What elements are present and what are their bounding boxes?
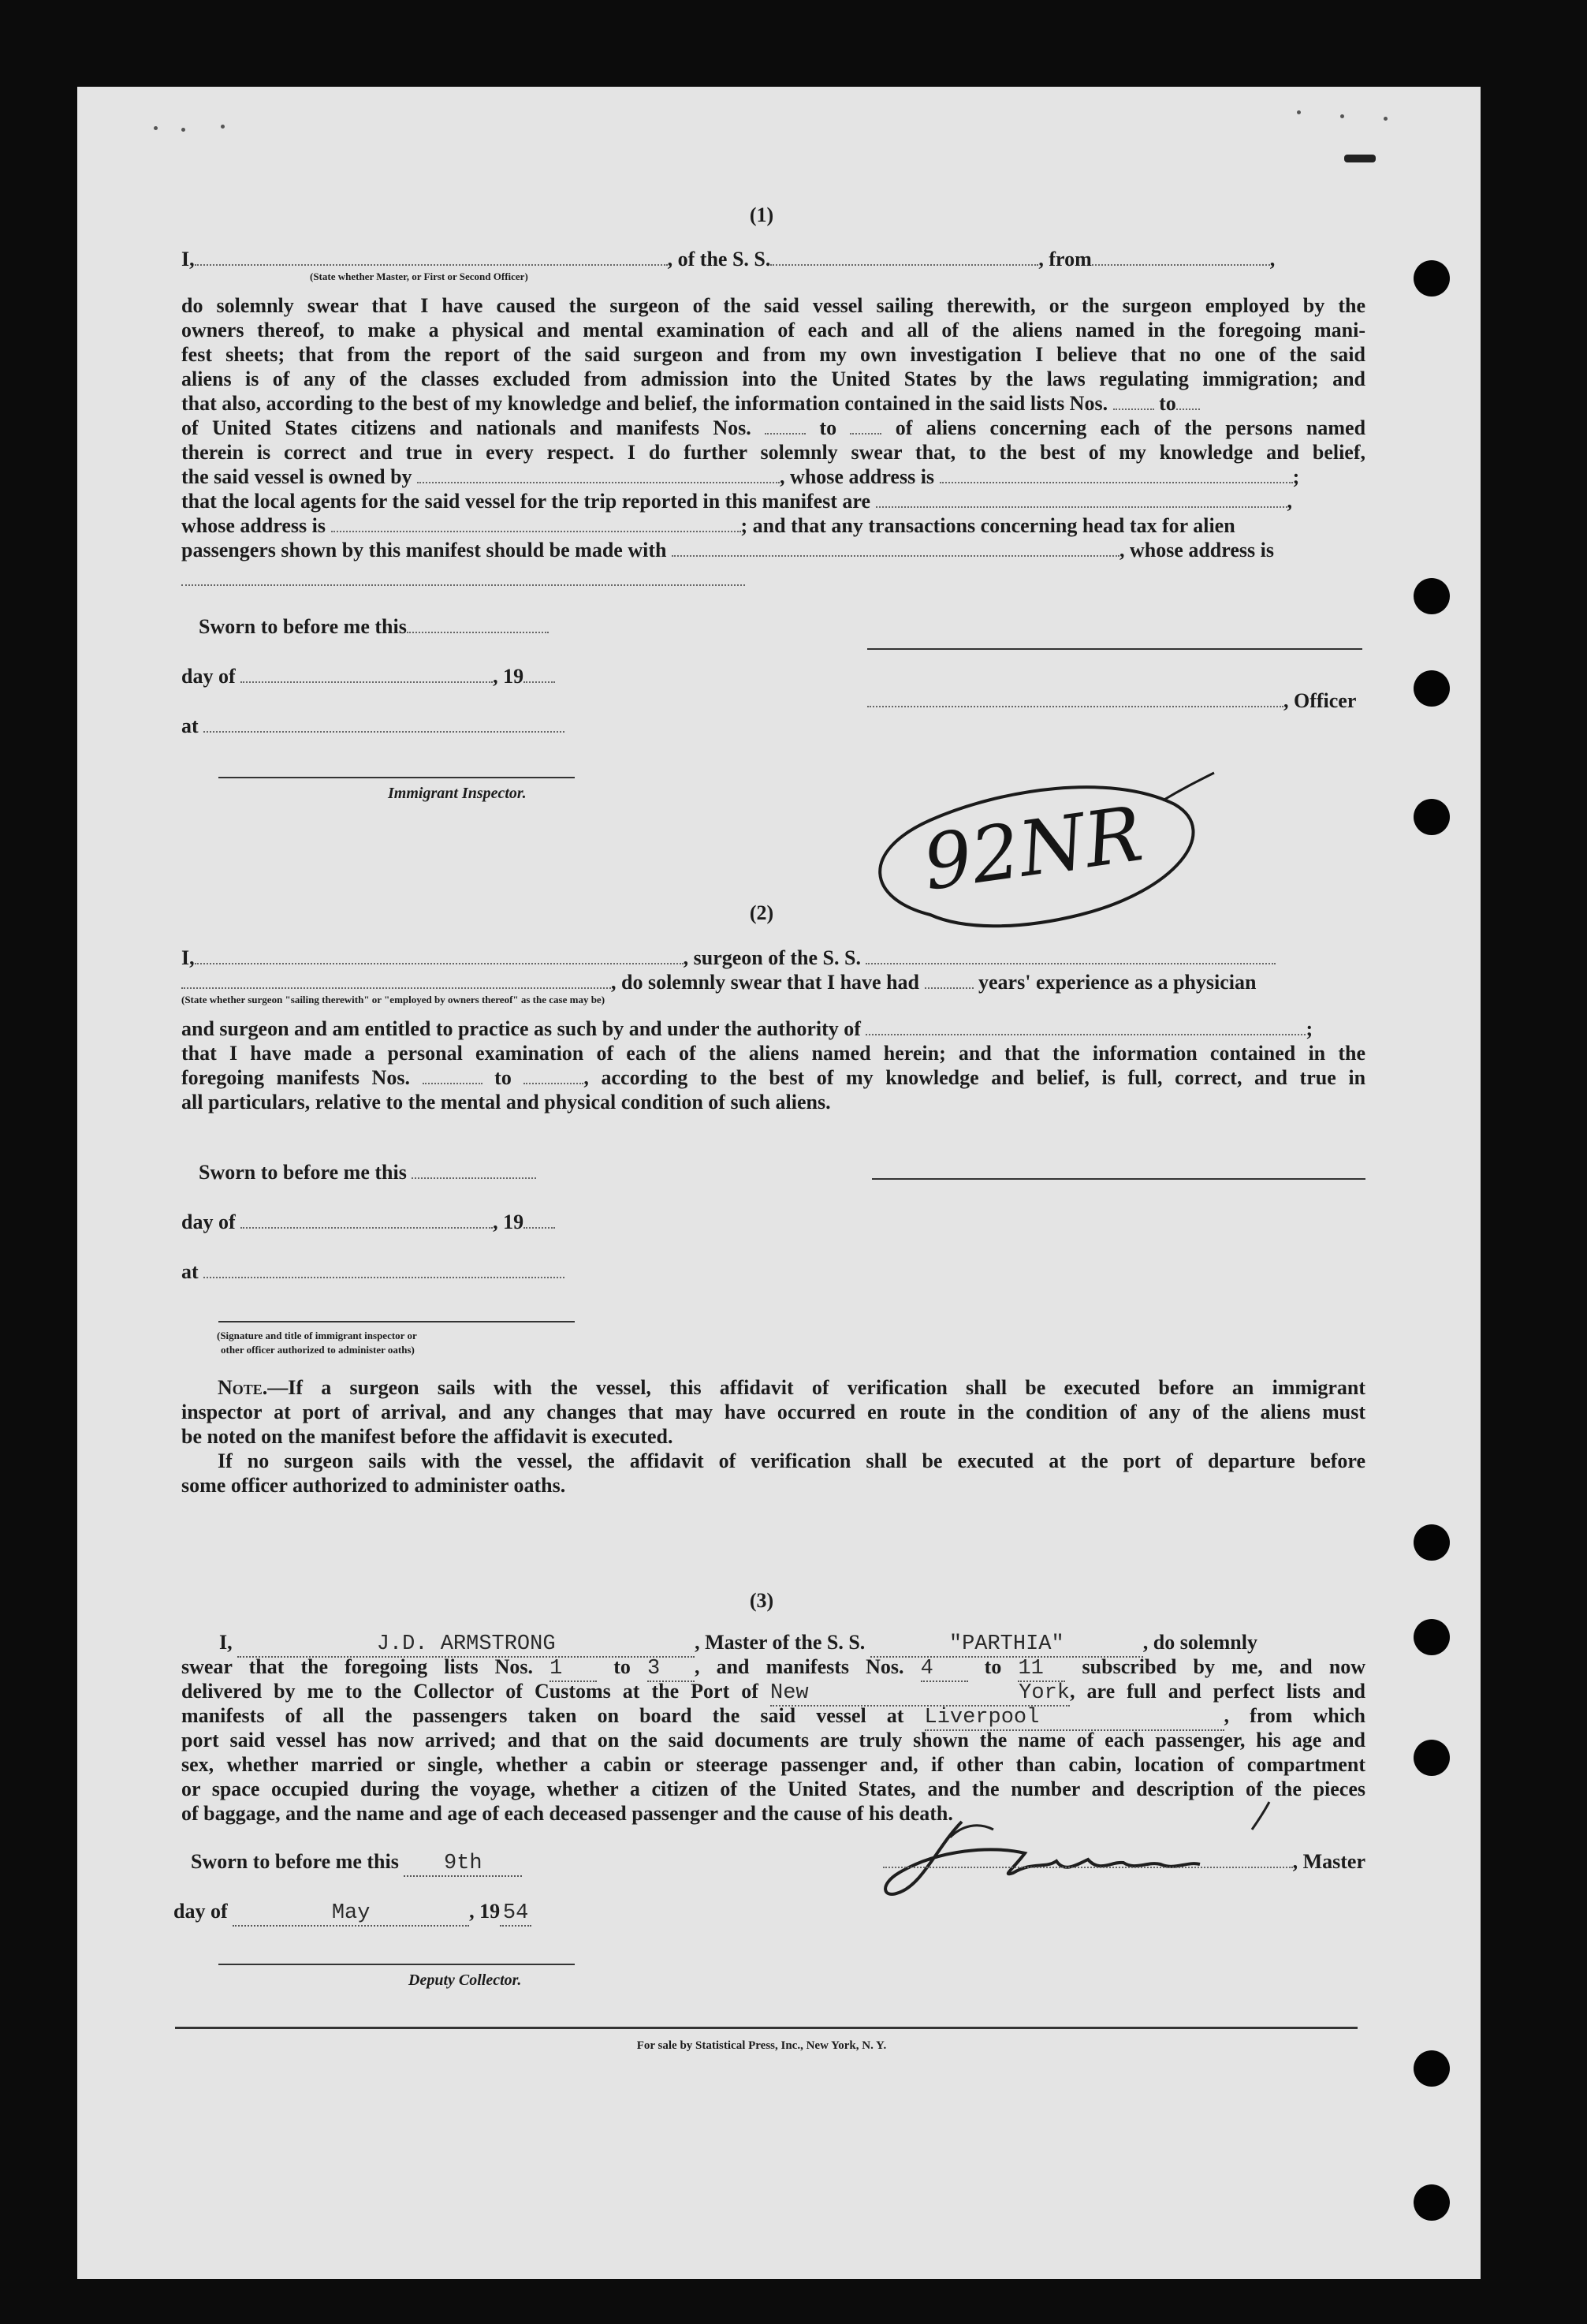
section-3-line-3: delivered by me to the Collector of Customs at the Port of New York, are full and perfect lists and [181,1680,1366,1705]
section-3-sworn: Sworn to before me this 9th [191,1850,743,1877]
binder-hole [1414,578,1450,614]
binder-hole [1414,1524,1450,1561]
month-field: May [233,1901,469,1927]
section-1-at: at [181,714,733,738]
section-1-citizens-line: of United States citizens and nationals and manifests Nos. to of aliens concerning each of the persons named [181,416,1366,439]
note-line-1: Note.—If a surgeon sails with the vessel, this affidavit of verification shall be executed before an immigrant [218,1376,1365,1399]
section-1-number: (1) [749,203,774,226]
officer-signature-line: , Officer [867,689,1365,713]
section-2-line-6: all particulars, relative to the mental and physical condition of such aliens. [181,1091,831,1114]
note-line-4: If no surgeon sails with the vessel, the affidavit of verification shall be executed at the port of departure before [218,1449,1365,1472]
lists-to-field: 3 [647,1657,695,1682]
manifests-from-field: 4 [921,1657,968,1682]
immigrant-inspector-label: Immigrant Inspector. [388,785,527,802]
binder-hole [1414,799,1450,835]
section-3-line-1: I, J.D. ARMSTRONG , Master of the S. S. "PARTHIA" , do solemnly [219,1631,1257,1656]
binder-hole [1414,2050,1450,2087]
officer-note: (State whether Master, or First or Second Officer) [310,270,528,282]
master-signature-line: , Master [872,1850,1365,1874]
section-3-line-8: of baggage, and the name and age of each deceased passenger and the cause of his death. [181,1802,953,1825]
section-1-owned-line: the said vessel is owned by , whose address is ; [181,465,1300,488]
section-1-text-2: owners thereof, to make a physical and mental examination of each and all of the aliens named in the foregoing mani- [181,319,1365,341]
section-2-number: (2) [749,901,774,924]
section-3-line-6: sex, whether married or single, whether a cabin or steerage passenger and, if other than cabin, location of compartment [181,1753,1365,1776]
section-1-line-1: I, , of the S. S. , from , [181,248,1276,270]
port-field: New York [770,1681,1070,1705]
section-2-line-1: I, , surgeon of the S. S. [181,946,1365,970]
section-1-text-4: aliens is of any of the classes excluded from admission into the United States by the laws regulating immigration; and [181,367,1365,390]
note-line-5: some officer authorized to administer oaths. [181,1474,566,1497]
lists-from-field: 1 [549,1657,597,1682]
signature-note-2: other officer authorized to administer oaths) [221,1344,415,1356]
manifests-to-field: 11 [1018,1657,1065,1682]
handwritten-stamp: 92NR [844,757,1222,938]
note-line-3: be noted on the manifest before the affidavit is executed. [181,1425,673,1448]
sworn-day-field: 9th [404,1852,522,1877]
section-1-lists-line: that also, according to the best of my knowledge and belief, the information contained in the said lists Nos. to [181,392,1365,416]
section-2-line-5: foregoing manifests Nos. to , according to the best of my knowledge and belief, is full, correct, and true in [181,1066,1366,1089]
section-3-line-5: port said vessel has now arrived; and that on the said documents are truly shown the name of each passenger, his age and [181,1729,1365,1751]
section-1-day: day of , 19 [181,665,733,688]
year-field: 54 [500,1901,531,1927]
embark-port-field: Liverpool [925,1706,1224,1731]
section-1-text-1: do solemnly swear that I have caused the surgeon of the said vessel sailing therewith, or the surgeon employed by the [181,294,1365,317]
deputy-collector-label: Deputy Collector. [408,1971,522,1989]
section-3-line-2: swear that the foregoing lists Nos. 1 to 3 , and manifests Nos. 4 to 11 subscribed by me, and now [181,1655,1366,1681]
section-2-line-4: that I have made a personal examination of each of the aliens named herein; and that the information contained in the [181,1042,1365,1065]
printer-footer: For sale by Statistical Press, Inc., New York, N. Y. [636,2039,887,2052]
binder-hole [1414,1619,1450,1655]
signature-note-1: (Signature and title of immigrant inspector or [217,1330,417,1341]
section-3-number: (3) [749,1589,774,1612]
binder-hole [1414,1740,1450,1776]
section-2-line-3: and surgeon and am entitled to practice as such by and under the authority of ; [181,1017,1313,1040]
binder-hole [1414,2184,1450,2221]
section-1-passengers-line: passengers shown by this manifest should be made with , whose address is [181,539,1274,561]
surgeon-note: (State whether surgeon "sailing therewith" or "employed by owners thereof" as the case may be) [181,994,605,1005]
section-1-text-3: fest sheets; that from the report of the said surgeon and from my own investigation I believe that no one of the said [181,343,1365,366]
binder-hole [1414,670,1450,707]
section-3-line-7: or space occupied during the voyage, whether a citizen of the United States, and the number and description of the pieces [181,1778,1365,1800]
section-2-sworn: Sworn to before me this [199,1161,751,1184]
section-3-day: day of May , 19 54 [173,1900,725,1927]
section-2-line-2: , do solemnly swear that I have had years' experience as a physician [181,971,1365,994]
section-1-correct-line: therein is correct and true in every respect. I do further solemnly swear that, to the best of my knowledge and belief, [181,441,1365,464]
section-1-whose-line: whose address is ; and that any transactions concerning head tax for alien [181,514,1235,537]
section-1-sworn: Sworn to before me this [199,615,751,639]
master-name-field: J.D. ARMSTRONG [237,1632,695,1658]
vessel-name-field: "PARTHIA" [870,1632,1143,1658]
section-2-day: day of , 19 [181,1210,733,1234]
section-2-at: at [181,1260,733,1284]
section-1-agents-line: that the local agents for the said vessel for the trip reported in this manifest are , [181,490,1293,513]
section-3-line-4: manifests of all the passengers taken on board the said vessel at Liverpool , from which [181,1704,1365,1729]
note-line-2: inspector at port of arrival, and any changes that may have occurred en route in the condition of any of the aliens must [181,1401,1365,1423]
